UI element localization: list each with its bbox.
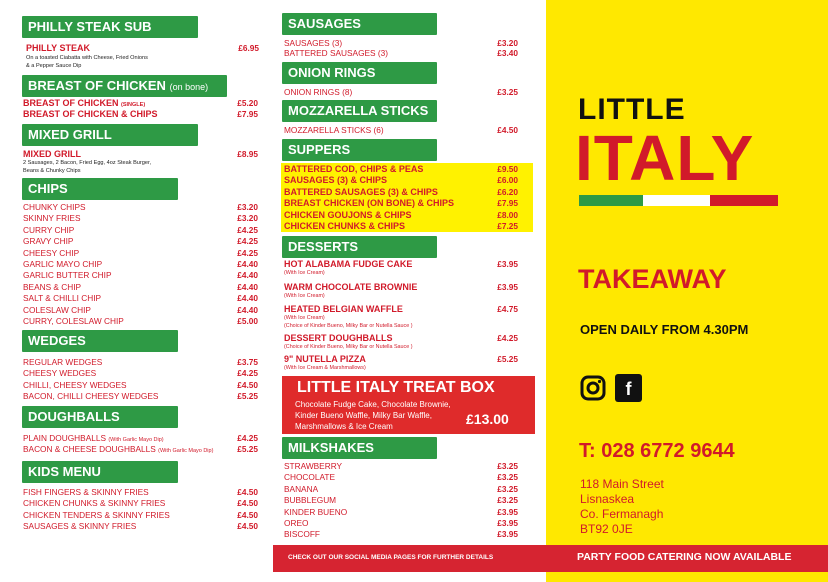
price: £8.00 [497,209,518,220]
menu-item: BUBBLEGUM [284,495,337,506]
menu-item: CURRY CHIP [23,224,75,235]
menu-item: SAUSAGES & SKINNY FRIES [23,521,137,532]
menu-item: KINDER BUENO [284,506,348,517]
item-label: PLAIN DOUGHBALLS [23,433,106,443]
menu-item: SKINNY FRIES [23,213,81,224]
price: £3.95 [497,506,518,517]
menu-item: CURRY, COLESLAW CHIP [23,316,124,326]
menu-item: BATTERED COD, CHIPS & PEAS [284,164,424,174]
section-title: MILKSHAKES [288,440,374,455]
treat-line: Chocolate Fudge Cake, Chocolate Brownie, [295,400,451,409]
treat-box-price: £13.00 [466,411,509,427]
item-note: (With Ice Cream) [284,315,325,321]
section-title: CHIPS [28,181,68,196]
price: £4.50 [237,487,258,497]
footer-catering-note: PARTY FOOD CATERING NOW AVAILABLE [577,551,792,563]
price: £3.20 [237,202,258,212]
menu-item: SALT & CHILLI CHIP [23,293,102,304]
price: £3.95 [497,518,518,528]
price: £7.25 [497,221,518,231]
menu-item: OREO [284,518,309,528]
menu-item: BISCOFF [284,529,320,540]
footer-social-note: CHECK OUT OUR SOCIAL MEDIA PAGES FOR FURTHER DETAILS [288,554,494,561]
price: £3.25 [497,87,518,97]
item-label: BACON & CHEESE DOUGHBALLS [23,444,156,454]
item-description: 2 Sausages, 2 Bacon, Fried Egg, 4oz Steak Burger, [23,160,152,166]
price: £8.95 [237,149,258,159]
menu-item [23,444,213,457]
menu-item: ONION RINGS (8) [284,87,353,97]
menu-item: CHEESY WEDGES [23,368,97,379]
menu-item: GARLIC BUTTER CHIP [23,270,112,281]
menu-item: BREAST OF CHICKEN & CHIPS [23,109,158,119]
item-description: On a toasted Ciabatta with Cheese, Fried Onions [26,55,148,61]
menu-item: CHILLI, CHEESY WEDGES [23,379,127,390]
menu-item: 9" NUTELLA PIZZA [284,354,366,364]
menu-item: CHICKEN GOUJONS & CHIPS [284,209,412,220]
price: £3.20 [497,38,518,48]
section-title: BREAST OF CHICKEN [28,78,166,93]
menu-item: BEANS & CHIP [23,281,82,292]
menu-item: COLESLAW CHIP [23,304,91,315]
item-description: Beans & Chunky Chips [23,168,81,174]
price: £3.40 [497,48,518,58]
menu-item: HEATED BELGIAN WAFFLE [284,304,403,314]
flag-white [643,195,710,206]
item-note: (With Garlic Mayo Dip) [158,448,214,454]
opening-hours: OPEN DAILY FROM 4.30PM [580,322,749,337]
item-note: (Choice of Kinder Bueno, Milky Bar or Nutella Sauce ) [284,344,413,350]
section-subtitle: (on bone) [169,82,209,92]
menu-item: GRAVY CHIP [23,236,74,247]
price: £4.50 [237,498,258,509]
menu-item: BATTERED SAUSAGES (3) & CHIPS [284,186,438,197]
menu-item-mixed-grill: MIXED GRILL [23,149,81,159]
price: £4.50 [237,509,258,520]
price: £3.25 [497,483,518,494]
price: £3.95 [497,259,518,269]
section-header-philly [22,16,198,38]
price: £3.75 [237,357,258,367]
section-header-milkshakes [282,437,437,459]
menu-item: MOZZARELLA STICKS (6) [284,125,384,135]
flag-red [710,195,778,206]
price: £3.95 [497,529,518,540]
section-header-wedges [22,330,178,352]
price: £3.25 [497,495,518,506]
treat-line: Marshmallows & Ice Cream [295,422,393,431]
price: £4.50 [497,125,518,135]
footer-bar [273,545,828,572]
menu-item: GARLIC MAYO CHIP [23,259,103,269]
section-header-mozzarella [282,100,437,122]
address-line: BT92 0JE [580,522,633,536]
price: £3.25 [497,461,518,471]
takeaway-label: TAKEAWAY [578,264,727,294]
menu-item: DESSERT DOUGHBALLS [284,333,393,343]
price: £4.40 [237,293,258,304]
menu-item: BATTERED SAUSAGES (3) [284,48,389,58]
treat-box-title: LITTLE ITALY TREAT BOX [297,379,495,396]
facebook-icon[interactable]: f [615,374,642,402]
section-title: ONION RINGS [288,65,376,80]
brand-italy: ITALY [575,122,755,194]
menu-item: CHICKEN CHUNKS & CHIPS [284,221,406,231]
price: £3.20 [237,213,258,224]
price: £4.40 [237,304,258,315]
price: £4.40 [237,281,258,292]
section-title: DOUGHBALLS [28,409,120,424]
price: £5.00 [237,316,258,326]
price: £5.25 [237,444,258,454]
address-line: 118 Main Street [580,477,664,491]
section-title: WEDGES [28,333,86,348]
section-header-kids [22,461,178,483]
treat-line: Kinder Bueno Waffle, Milky Bar Waffle, [295,411,432,420]
item-label: BREAST OF CHICKEN [23,98,119,108]
menu-item: FISH FINGERS & SKINNY FRIES [23,487,149,497]
price: £6.00 [497,175,518,186]
item-note: (Choice of Kinder Bueno, Milky Bar or Nutella Sauce ) [284,323,413,329]
item-note: (With Ice Cream) [284,293,325,299]
menu-item: STRAWBERRY [284,461,343,471]
section-title: MIXED GRILL [28,127,112,142]
section-title: DESSERTS [288,239,359,254]
section-header-onion-rings [282,62,437,84]
price: £5.25 [237,391,258,402]
menu-item: CHUNKY CHIPS [23,202,86,212]
flag-green [579,195,643,206]
section-title: KIDS MENU [28,464,101,479]
price: £4.25 [497,333,518,343]
item-note: (SINGLE) [121,102,146,108]
instagram-icon[interactable] [580,375,606,401]
price: £4.40 [237,259,258,269]
section-title: MOZZARELLA STICKS [288,103,429,118]
address-line: Co. Fermanagh [580,507,664,521]
brand-little: LITTLE [578,93,686,126]
menu-item: CHICKEN TENDERS & SKINNY FRIES [23,509,170,520]
address [580,477,664,537]
menu-item: CHEESY CHIP [23,247,80,258]
section-title: SUPPERS [288,142,351,157]
menu-item: SAUSAGES (3) & CHIPS [284,175,388,186]
menu-item: WARM CHOCOLATE BROWNIE [284,282,418,292]
price: £7.95 [497,198,518,209]
menu-item: SAUSAGES (3) [284,38,343,48]
section-header-chips [22,178,178,200]
section-header-grill [22,124,198,146]
item-note: (With Ice Cream & Marshmallows) [284,365,366,371]
menu-item: BANANA [284,483,319,494]
section-header-suppers [282,139,437,161]
section-header-desserts [282,236,437,258]
treat-box-contents [295,399,451,432]
price: £3.95 [497,282,518,292]
menu-item: HOT ALABAMA FUDGE CAKE [284,259,413,269]
price: £7.95 [237,109,258,119]
section-header-sausages [282,13,437,35]
section-header-doughballs [22,406,178,428]
price: £6.95 [238,43,259,53]
menu-item-philly-steak: PHILLY STEAK [26,43,91,53]
phone-number: T: 028 6772 9644 [579,440,735,462]
address-line: Lisnaskea [580,492,635,506]
item-note: (With Garlic Mayo Dip) [108,437,164,443]
price: £4.25 [237,236,258,247]
section-header-breast [22,75,227,97]
price: £3.25 [497,472,518,483]
price: £4.40 [237,270,258,281]
section-title: PHILLY STEAK SUB [28,19,152,34]
price: £4.25 [237,368,258,379]
menu-item: BACON, CHILLI CHEESY WEDGES [23,391,159,402]
price: £5.25 [497,354,518,364]
menu-item: REGULAR WEDGES [23,357,103,367]
treat-box [282,376,535,434]
menu-item: CHICKEN CHUNKS & SKINNY FRIES [23,498,166,509]
price: £6.20 [497,186,518,197]
section-title: SAUSAGES [288,16,361,31]
price: £4.25 [237,433,258,443]
price: £5.20 [237,98,258,108]
price: £4.25 [237,247,258,258]
menu-item: BREAST CHICKEN (ON BONE) & CHIPS [284,198,455,209]
item-description: & a Pepper Sauce Dip [26,63,82,69]
price: £4.50 [237,379,258,390]
menu-item: CHOCOLATE [284,472,336,483]
price: £4.50 [237,521,258,532]
price: £4.75 [497,304,518,314]
price: £4.25 [237,224,258,235]
price: £9.50 [497,164,518,174]
item-note: (With Ice Cream) [284,270,325,276]
